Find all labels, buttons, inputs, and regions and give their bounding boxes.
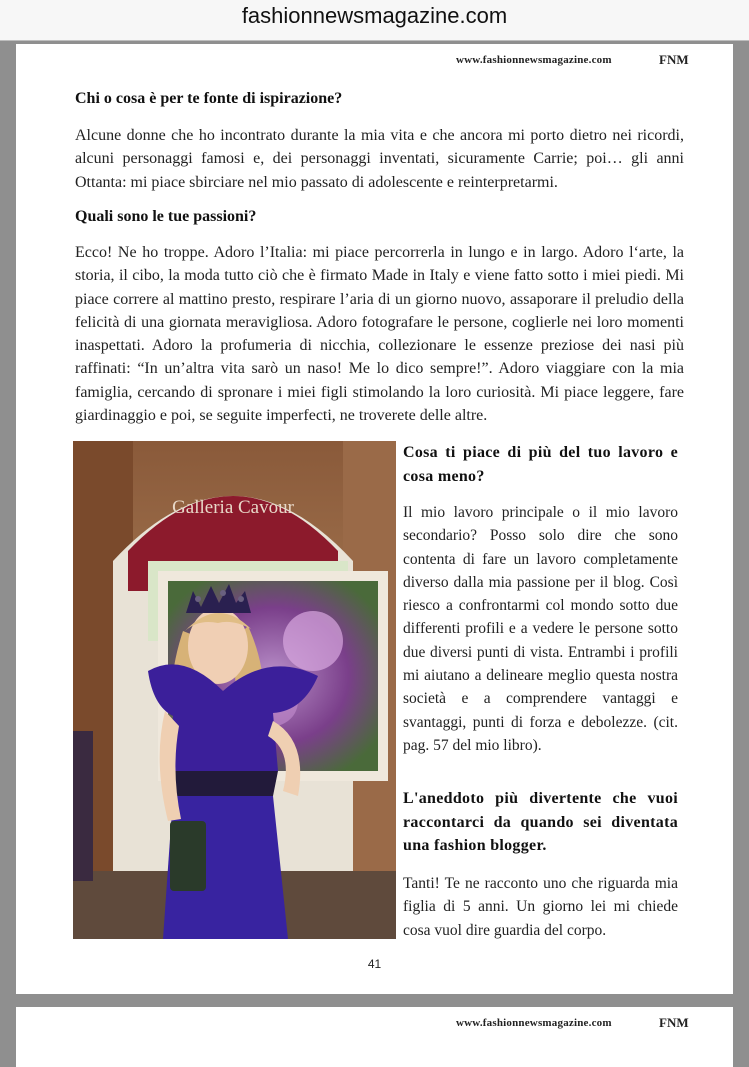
page-number: 41	[367, 957, 382, 971]
question-1: Chi o cosa è per te fonte di ispirazione?	[75, 90, 343, 107]
header-site: www.fashionnewsmagazine.com	[456, 1017, 612, 1029]
answer-4: Tanti! Te ne racconto uno che riguarda mia figlia di 5 anni. Un giorno lei mi chiede cosa vuol dire guardia del corpo.	[403, 875, 678, 939]
blogger-photo	[73, 441, 396, 939]
photo-illustration	[73, 441, 396, 939]
answer-3: Il mio lavoro principale o il mio lavoro secondario? Posso solo dire che sono contenta di fare un lavoro completamente diverso dalla mia passione per il blog. Così riesco a confrontarmi col mondo sotto due differenti profili e a vedere le persone sotto due diversi punti di vista. Entrambi i profili mi aiutano a delineare meglio questa nostra società e a comprendere vantaggi e svantaggi, punti di forza e debolezze. (cit. pag. 57 del mio libro).	[403, 504, 678, 754]
header-logo: FNM	[659, 52, 689, 67]
next-page	[16, 1007, 733, 1067]
browser-address-bar[interactable]	[0, 0, 749, 41]
question-2: Quali sono le tue passioni?	[75, 208, 257, 225]
header-site: www.fashionnewsmagazine.com	[456, 54, 612, 66]
question-4: L'aneddoto più divertente che vuoi raccontarci da quando sei diventata una fashion blogger.	[403, 790, 678, 855]
url-text: fashionnewsmagazine.com	[241, 3, 508, 28]
answer-1: Alcune donne che ho incontrato durante la mia vita e che ancora mi porto dietro nei ricordi, alcuni personaggi famosi e, dei personaggi inventati, sicuramente Carrie; poi… gli anni Ottanta: mi piace sbirciare nel mio passato di adolescente e reinterpretarmi.	[75, 127, 684, 191]
header-logo: FNM	[659, 1015, 689, 1030]
answer-2: Ecco! Ne ho troppe. Adoro l’Italia: mi piace percorrerla in lungo e in largo. Adoro l‘arte, la storia, il cibo, la moda tutto ciò che è firmato Made in Italy e viene fatto sotto i miei piedi. Mi piace correre al mattino presto, respirare l’aria di un giorno nuovo, assaporare il preludio della felicità di una giornata meravigliosa. Adoro fotografare le persone, coglierle nei loro momenti inaspettati. Adoro la profumeria di nicchia, collezionare le essenze preziose dei nasi più raffinati: “In un’altra vita sarò un naso! Me lo dico sempre!”. Adoro viaggiare con la mia famiglia, cercando di spronare i miei figli stimolando la loro curiosità. Mi piace leggere, fare giardinaggio e poi, se seguite imperfecti, ne troverete delle altre.	[75, 244, 684, 425]
photo-sign-text: Galleria Cavour	[172, 497, 294, 518]
magazine-page	[16, 44, 733, 994]
question-3: Cosa ti piace di più del tuo lavoro e cosa meno?	[403, 444, 678, 485]
